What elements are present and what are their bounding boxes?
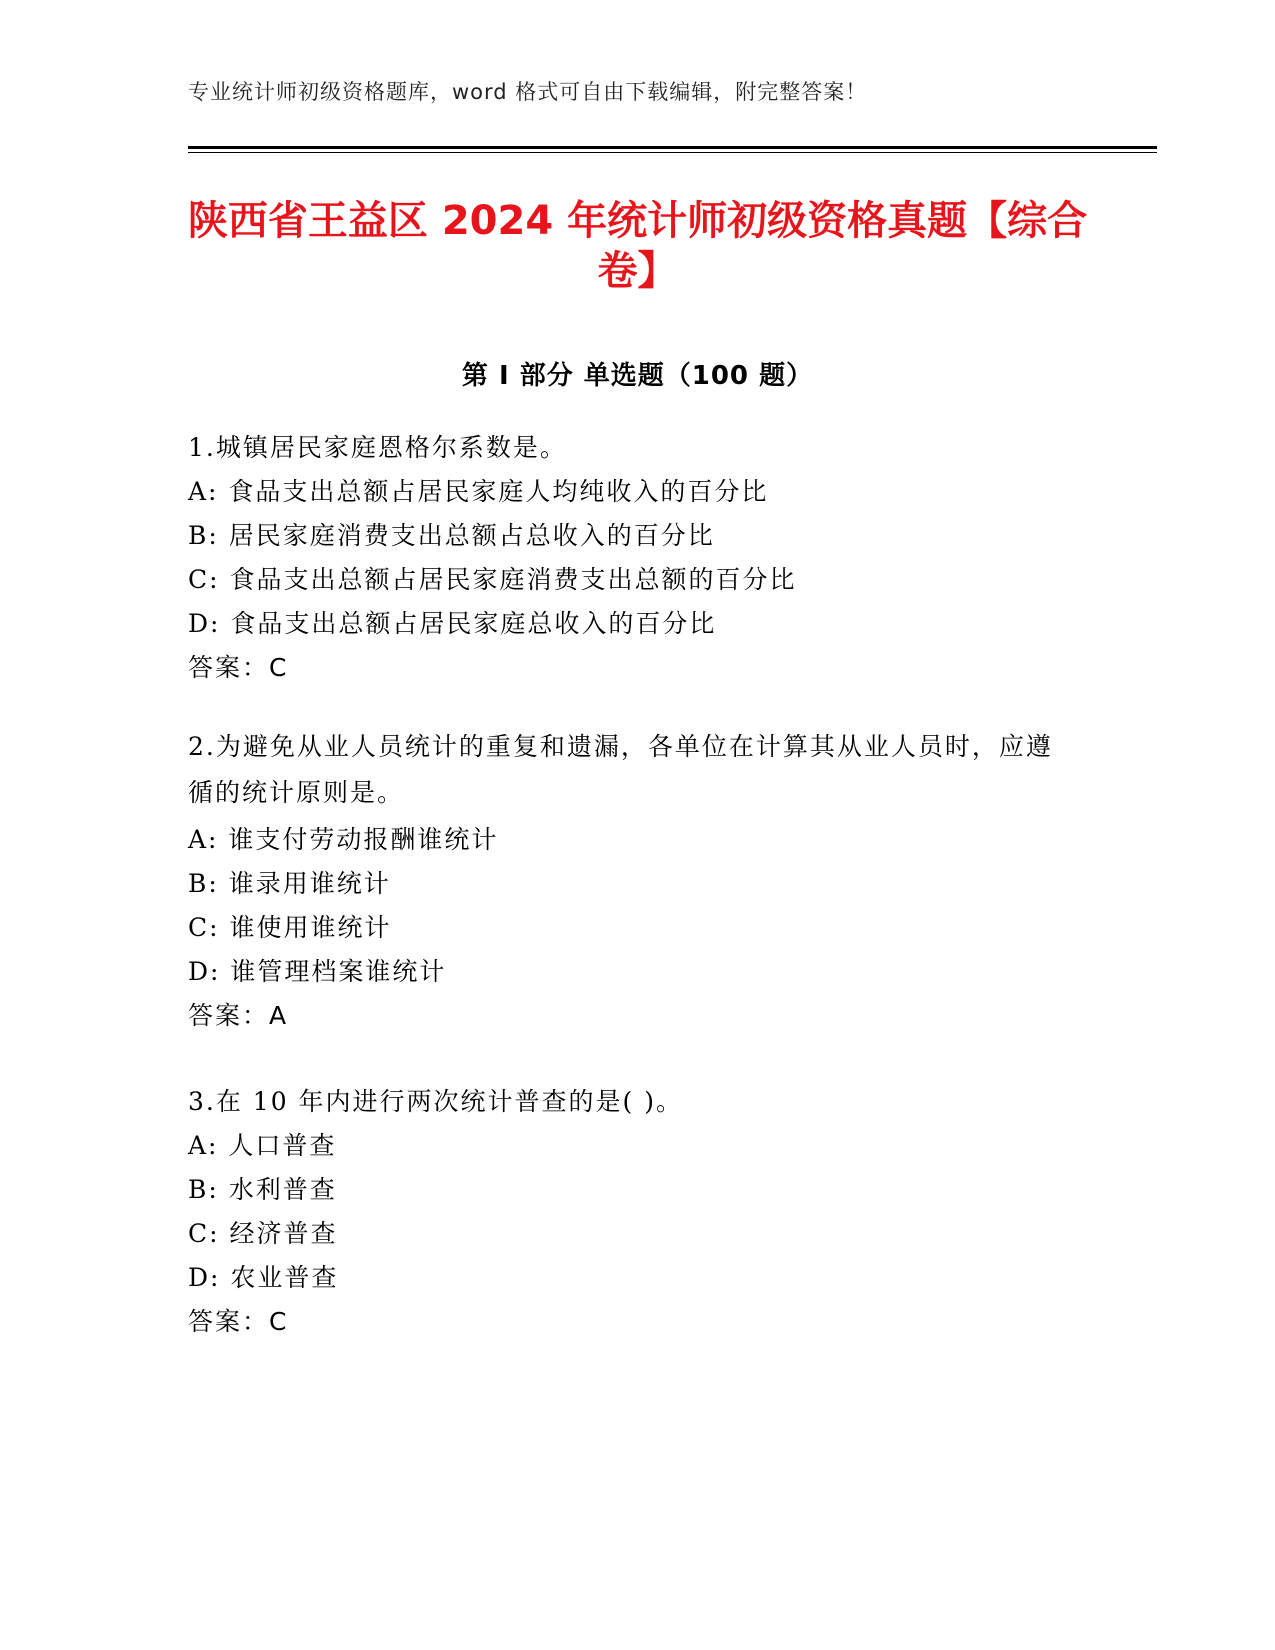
question-1-option-a: A: 食品支出总额占居民家庭人均纯收入的百分比 xyxy=(188,477,769,506)
question-3-answer: 答案：C xyxy=(188,1307,289,1336)
question-2-text: 2.为避免从业人员统计的重复和遗漏，各单位在计算其从业人员时，应遵循的统计原则是。 xyxy=(188,732,1053,807)
question-1-option-d: D: 食品支出总额占居民家庭总收入的百分比 xyxy=(188,609,717,638)
header-rule-thin xyxy=(188,152,1157,153)
question-3-option-c: C: 经济普查 xyxy=(188,1219,338,1248)
header-note: 专业统计师初级资格题库，word 格式可自由下载编辑，附完整答案！ xyxy=(188,80,868,104)
question-2-option-b: B: 谁录用谁统计 xyxy=(188,869,391,898)
question-3-text: 3.在 10 年内进行两次统计普查的是( )。 xyxy=(188,1087,684,1116)
question-3-option-d: D: 农业普查 xyxy=(188,1263,339,1292)
question-2-option-c: C: 谁使用谁统计 xyxy=(188,913,392,942)
question-1-option-c: C: 食品支出总额占居民家庭消费支出总额的百分比 xyxy=(188,565,797,594)
question-2-option-a: A: 谁支付劳动报酬谁统计 xyxy=(188,825,499,854)
question-2-option-d: D: 谁管理档案谁统计 xyxy=(188,957,447,986)
question-1-text: 1.城镇居民家庭恩格尔系数是。 xyxy=(188,433,567,462)
question-1-answer: 答案：C xyxy=(188,653,289,682)
question-1-option-b: B: 居民家庭消费支出总额占总收入的百分比 xyxy=(188,521,715,550)
section-title: 第 I 部分 单选题（100 题） xyxy=(461,361,814,391)
question-3-option-a: A: 人口普查 xyxy=(188,1131,337,1160)
document-title: 陕西省王益区 2024 年统计师初级资格真题【综合卷】 xyxy=(187,198,1088,294)
header-rule-thick xyxy=(188,146,1157,149)
question-3-option-b: B: 水利普查 xyxy=(188,1175,337,1204)
question-2-answer: 答案：A xyxy=(188,1001,289,1030)
